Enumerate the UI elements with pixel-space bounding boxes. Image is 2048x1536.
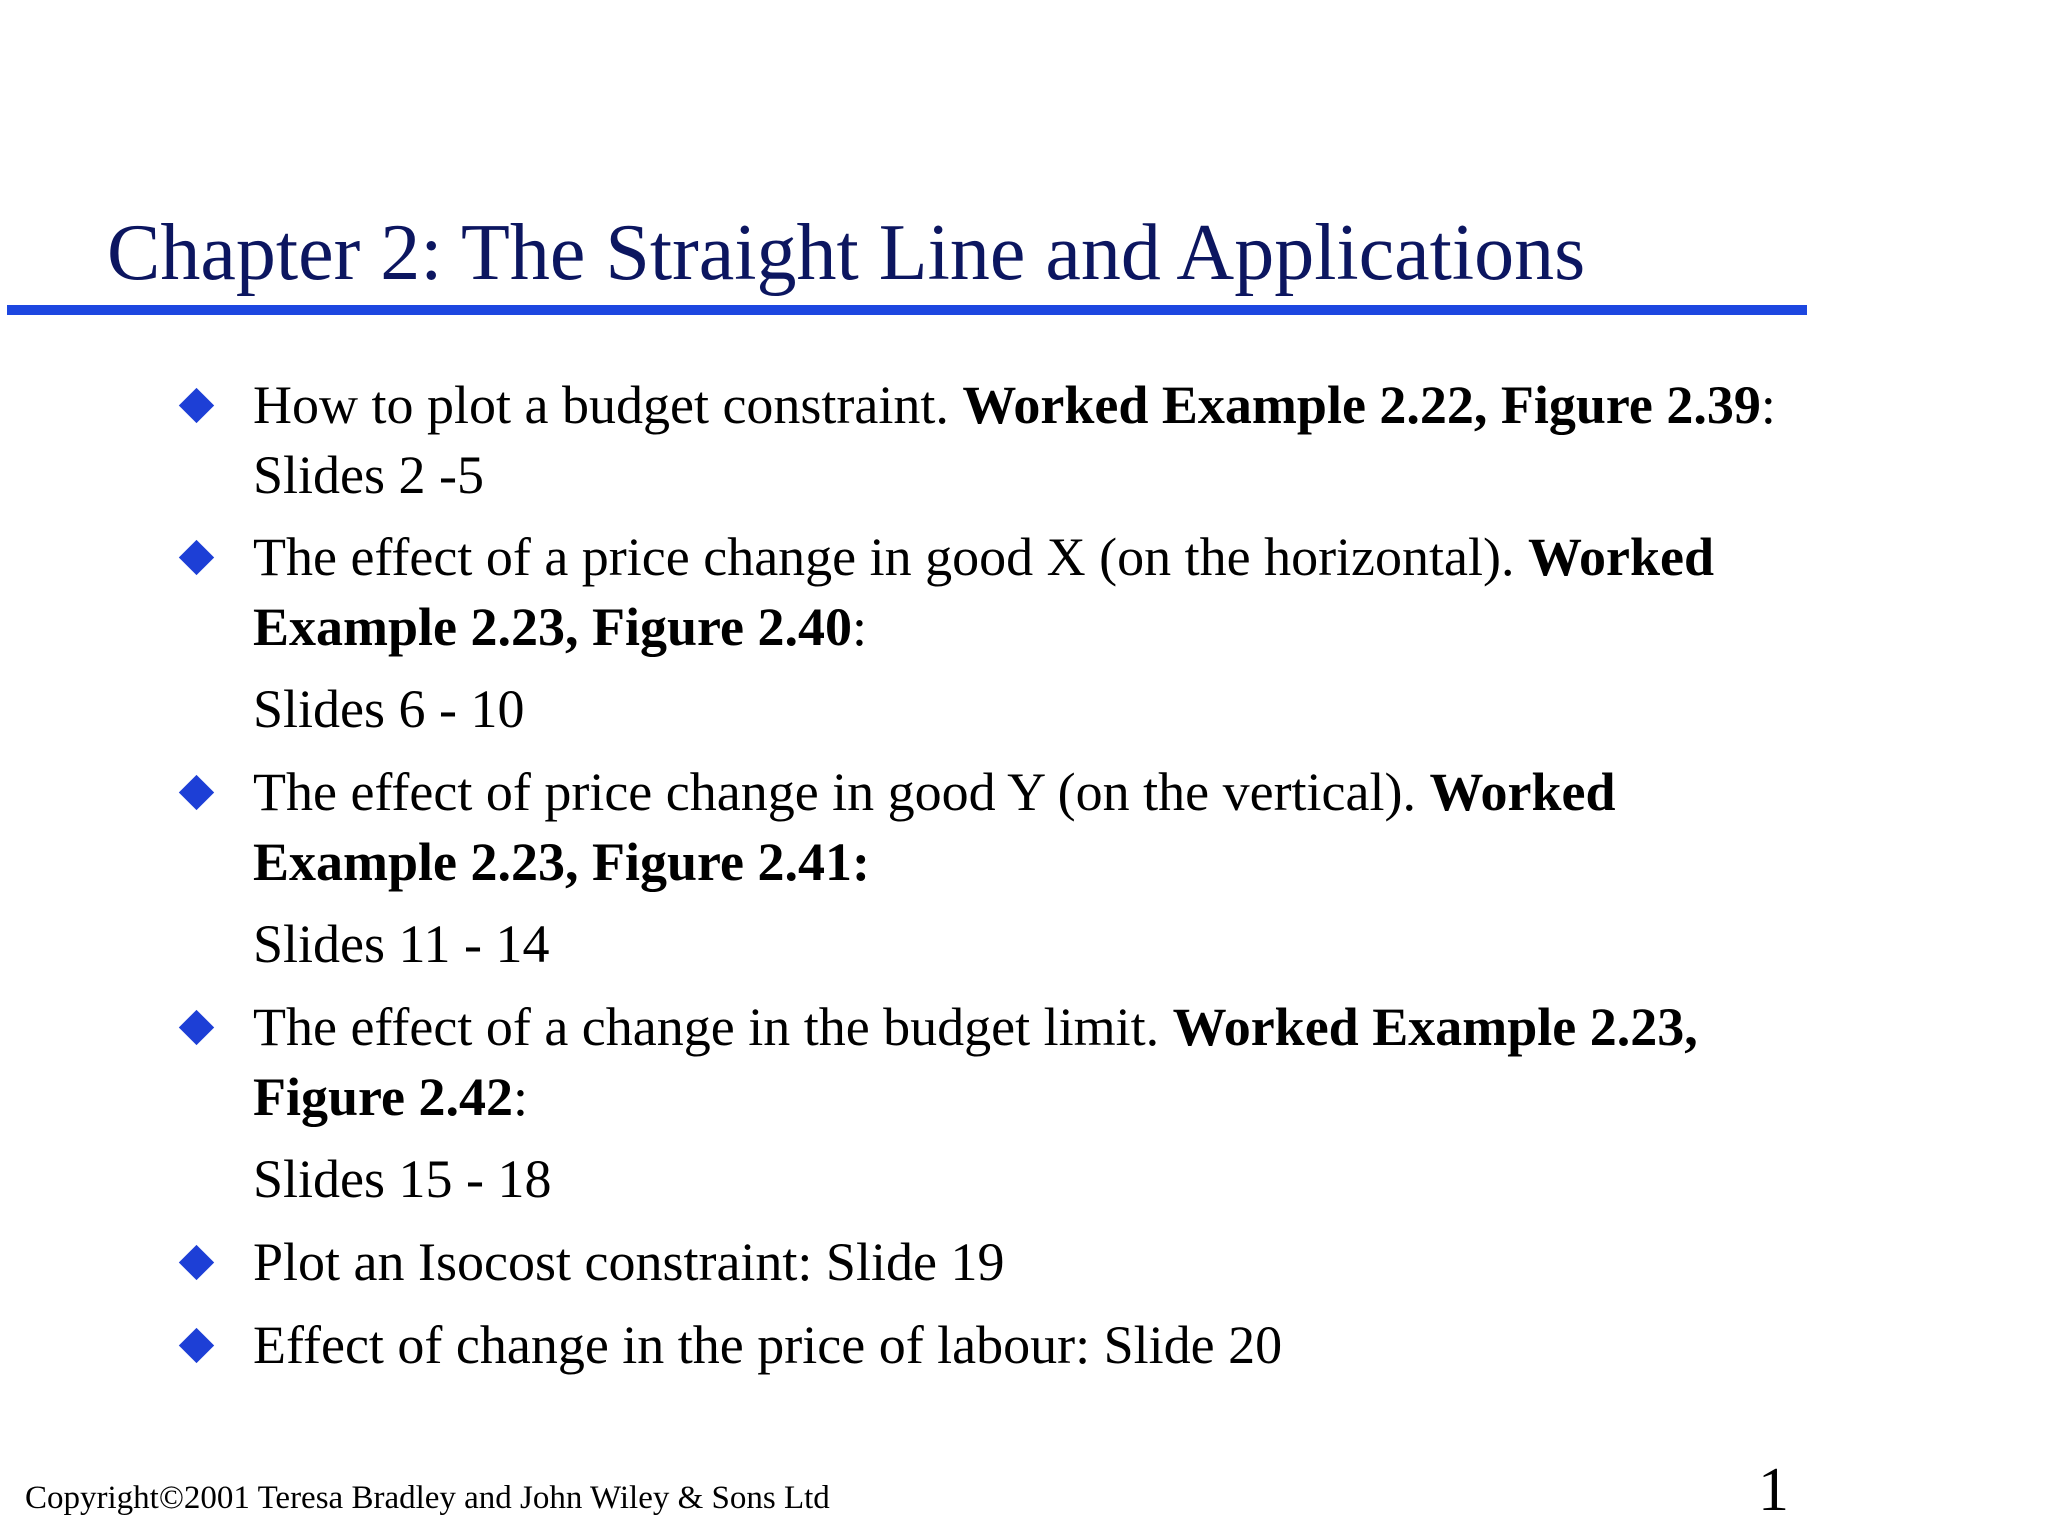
bullet-1-slides: Slides 2 -5 [253, 445, 485, 505]
bullet-2-line-2 [253, 592, 867, 662]
bullet-2-line-1 [253, 522, 1714, 592]
bullet-1-reference: Worked Example 2.22, Figure 2.39 [962, 375, 1761, 435]
bullet-2-reference: Example 2.23, Figure 2.40 [253, 597, 852, 657]
bullet-1-colon: : [1760, 375, 1776, 435]
bullet-6-text: Effect of change in the price of labour: Slide 20 [253, 1315, 1283, 1375]
bullet-1-text: How to plot a budget constraint. [253, 375, 963, 435]
page-number: 1 [1758, 1456, 1789, 1524]
bullet-3-line-1 [253, 757, 1616, 827]
bullet-diamond-icon [179, 1010, 214, 1045]
bullet-5-text: Plot an Isocost constraint: Slide 19 [253, 1232, 1005, 1292]
copyright-footer: Copyright©2001 Teresa Bradley and John Wiley & Sons Ltd [25, 1480, 830, 1516]
bullet-4-colon: : [512, 1067, 528, 1127]
bullet-2-colon: : [851, 597, 867, 657]
bullet-2-slides: Slides 6 - 10 [253, 679, 525, 739]
bullet-3-line-2 [253, 827, 870, 897]
title-underline [7, 305, 1807, 315]
bullet-3-slides: Slides 11 - 14 [253, 914, 550, 974]
bullet-2-reference-start: Worked [1528, 527, 1715, 587]
bullet-1-line-1 [253, 370, 1776, 440]
bullet-4-line-1 [253, 992, 1698, 1062]
bullet-4-line-2 [253, 1062, 528, 1132]
bullet-4-reference-start: Worked Example 2.23, [1172, 997, 1698, 1057]
bullet-diamond-icon [179, 775, 214, 810]
bullet-diamond-icon [179, 1245, 214, 1280]
bullet-2-text: The effect of a price change in good X (on the horizontal). [253, 527, 1528, 587]
bullet-4-text: The effect of a change in the budget limit. [253, 997, 1173, 1057]
bullet-diamond-icon [179, 540, 214, 575]
bullet-3-reference-start: Worked [1429, 762, 1616, 822]
slide-title: Chapter 2: The Straight Line and Applications [107, 209, 1586, 297]
bullet-diamond-icon [179, 388, 214, 423]
bullet-3-text: The effect of price change in good Y (on the vertical). [253, 762, 1430, 822]
bullet-diamond-icon [179, 1328, 214, 1363]
bullet-3-reference: Example 2.23, Figure 2.41: [253, 832, 870, 892]
bullet-4-slides: Slides 15 - 18 [253, 1149, 552, 1209]
bullet-4-reference: Figure 2.42 [253, 1067, 513, 1127]
